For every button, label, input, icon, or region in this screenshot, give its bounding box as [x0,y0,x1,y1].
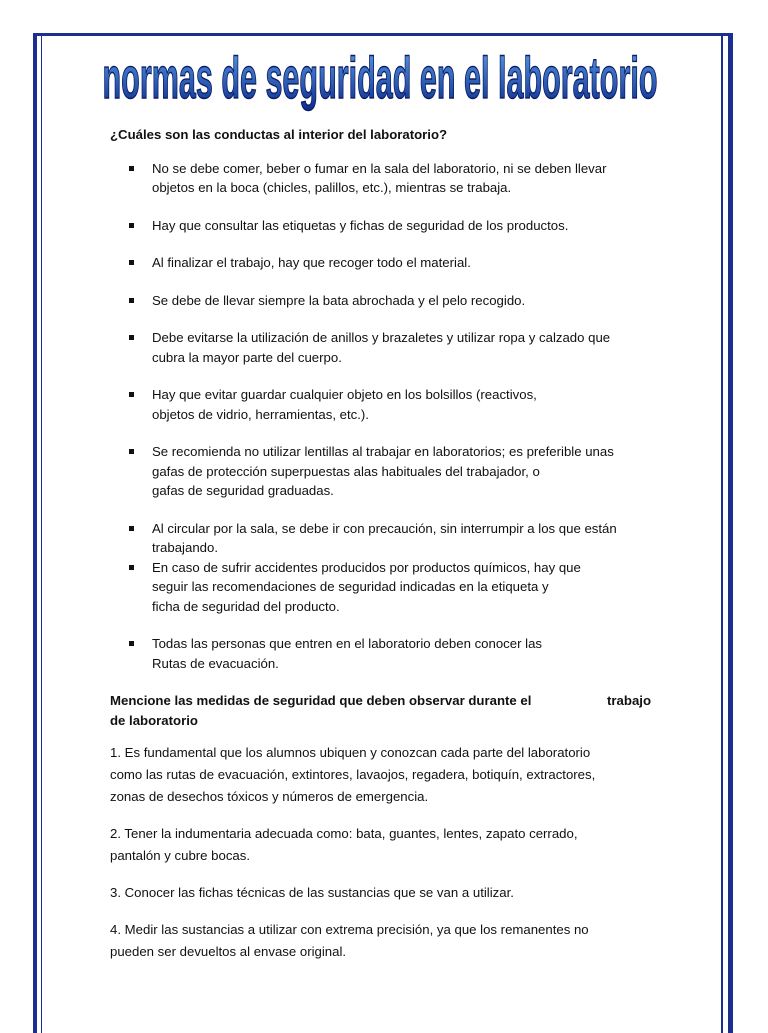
rule-item [110,253,660,273]
question-heading: ¿Cuáles son las conductas al interior del laboratorio? [110,127,448,142]
rule-text-line: seguir las recomendaciones de seguridad indicadas en la etiqueta y [152,579,549,594]
measure-text-line: 1. Es fundamental que los alumnos ubiquen y conozcan cada parte del laboratorio [110,745,591,760]
bullet-square-icon [129,298,134,303]
measure-paragraph [110,823,660,867]
document-body [110,125,660,978]
rule-text-line: Al finalizar el trabajo, hay que recoger todo el material. [152,255,471,270]
measure-text-line: 2. Tener la indumentaria adecuada como: bata, guantes, lentes, zapato cerrado, [110,826,578,841]
rule-text-line: gafas de protección superpuestas alas habituales del trabajador, o [152,463,540,479]
rule-item [110,558,660,617]
measure-text-line: 3. Conocer las fichas técnicas de las sustancias que se van a utilizar. [110,885,514,900]
rule-item [110,328,660,367]
rule-text-line: cubra la mayor parte del cuerpo. [152,349,342,365]
bullet-square-icon [129,641,134,646]
rule-text-line: Se debe de llevar siempre la bata abrochada y el pelo recogido. [152,292,526,308]
measure-text-line: como las rutas de evacuación, extintores, lavaojos, regadera, botiquín, extractores, [110,767,596,782]
rule-item [110,159,660,198]
bullet-square-icon [129,166,134,171]
rule-item [110,385,660,424]
rule-text-line: trabajando. [152,540,218,555]
measures-heading-part3: de laboratorio [110,712,198,728]
title-text: normas de seguridad en el laboratorio [102,46,658,111]
rule-text-line: objetos en la boca (chicles, palillos, etc.), mientras se trabaja. [152,180,512,195]
measures-heading-part2: trabajo [607,693,651,708]
rule-text-line: Rutas de evacuación. [152,655,279,671]
rule-text-line: Todas las personas que entren en el laboratorio deben conocer las [152,636,543,651]
rules-list [110,159,660,674]
measures-heading [110,691,660,730]
bullet-square-icon [129,449,134,454]
wordart-title [95,36,665,112]
measure-text-line: pantalón y cubre bocas. [110,848,251,863]
page-border-inner-right [721,33,723,1033]
rule-item [110,216,660,236]
measure-paragraph [110,919,660,963]
page-border-inner-left [41,33,42,1033]
bullet-square-icon [129,565,134,570]
bullet-square-icon [129,335,134,340]
measure-text-line: 4. Medir las sustancias a utilizar con extrema precisión, ya que los remanentes no [110,922,589,937]
measure-text-line: pueden ser devueltos al envase original. [110,944,347,959]
rule-item [110,442,660,501]
page-title [95,36,665,112]
bullet-square-icon [129,392,134,397]
measure-paragraph [110,742,660,808]
bullet-square-icon [129,526,134,531]
rule-text-line: gafas de seguridad graduadas. [152,483,334,498]
rule-text-line: ficha de seguridad del producto. [152,598,340,614]
rule-item [110,634,660,673]
rule-text-line: Debe evitarse la utilización de anillos y brazaletes y utilizar ropa y calzado que [152,330,611,345]
measures-list [110,742,660,963]
rule-text-line: objetos de vidrio, herramientas, etc.). [152,406,369,422]
measure-paragraph [110,882,660,904]
rule-text-line: Se recomienda no utilizar lentillas al trabajar en laboratorios; es preferible unas [152,444,614,459]
rule-item [110,291,660,311]
rule-text-line: Hay que evitar guardar cualquier objeto en los bolsillos (reactivos, [152,387,537,402]
rule-text-line: En caso de sufrir accidentes producidos por productos químicos, hay que [152,559,581,575]
rule-text-line: Hay que consultar las etiquetas y fichas de seguridad de los productos. [152,217,569,233]
bullet-square-icon [129,260,134,265]
measure-text-line: zonas de desechos tóxicos y números de emergencia. [110,789,429,804]
rule-text-line: No se debe comer, beber o fumar en la sala del laboratorio, ni se deben llevar [152,160,607,176]
rule-item [110,519,660,558]
bullet-square-icon [129,223,134,228]
measures-heading-part1: Mencione las medidas de seguridad que deben observar durante el [110,693,532,708]
rule-text-line: Al circular por la sala, se debe ir con precaución, sin interrumpir a los que están [152,520,617,536]
